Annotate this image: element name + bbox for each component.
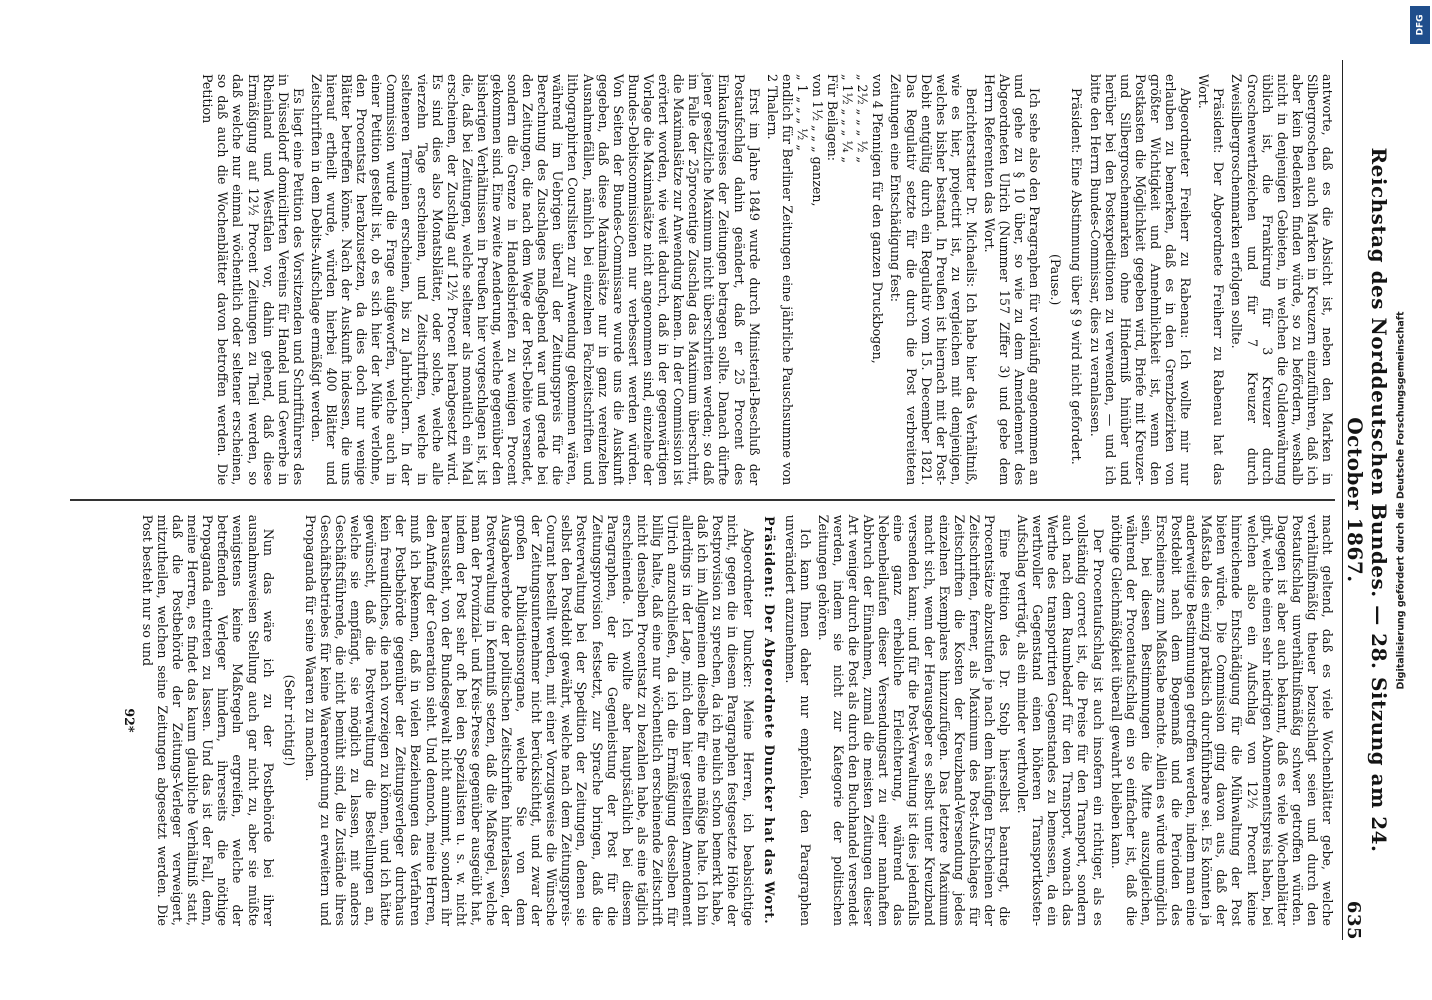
paragraph: Erst im Jahre 1849 wurde durch Ministerial-Beschluß der Postaufschlag dahin geändert, daß er 25 Procent des Einkaufspreises der Zeitungen betragen sollte. Danach dürfte jener gesetzliche Maximum nicht überschritten werden; so daß im Falle der 25procentige Zuschlag das Maximum überschritt, die Maximalsätze zur Anwendung kamen. In der Commission ist erörtert worden, wie weit dadurch, daß in der gegenwärtigen Vorlage die Maximalsätze nicht angenommen sind, einzelne der Bundes-Debitscommissionen nur verbessert werden würden. Von Seiten der Bundes-Commissare wurde uns die Auskunft gegeben, daß diese Maximalsätze nur in ganz vereinzelten Ausnahmefällen, nämlich bei einzelnen Fachzeitschriften und lithographirten Courslisten zur Anwendung gekommen wären, während im Uebrigen überall der Zeitungspreis für die Berechnung des Zuschlages maßgebend war und gerade bei den Zeitungen, die nach dem Wege der Post-Debite versendet, sondern die Grenze in Handelsbriefen zu wenigen Procent gekommen sind. Eine zweite Aenderung, welche gegenüber den bisherigen Verhältnissen in Preußen hier vorgeschlagen ist, ist die, daß bei Zeitungen, welche seltener als monatlich ein Mal erscheinen, der Zuschlag auf 12½ Procent herabgesetzt wird. Es sind dies also Monatsblätter, oder solche, welche alle vierzehn Tage erscheinen, und Zeitschriften, welche in selteneren Terminen erscheinen, bis zu Jahrbüchern. In der Commission wurde die Frage aufgeworfen, welche auch in einer Petition gestellt ist, ob es sich hier der Mühe verlohne, den Procentsatz herabzusetzen, da dies doch nur wenige Blätter betreffen könne. Nach der Auskunft indessen, die uns hierauf ertheilt wurde, würden hierbei 400 Blätter und Zeitschriften in dem Debits-Aufschlage ermäßigt werden.: [308, 74, 762, 486]
digitization-note: [1381, 20, 1421, 980]
page-header: [1342, 60, 1391, 940]
signature-mark: 92*: [121, 708, 137, 733]
dfg-logo-icon: [1410, 6, 1430, 44]
dfg-badge-text: DFG: [1415, 14, 1426, 36]
paragraph: endlich für Berliner Zeitungen eine jährliche Pauschsumme von 2 Thalern.: [764, 74, 795, 486]
paragraph: antworte, daß es die Absicht ist, neben den Marken in Silbergroschen auch Marken in Kreuzern einzuführen, daß ich aber kein Bedenken finden würde, so zu befördern, weshalb nicht in denjenigen Gebieten, in welchen die Guldenwährung üblich ist, die Frankirung für 3 Kreuzer durch Groschenwerthzeichen und für 7 Kreuzer durch Zweisilbergroschenmarken erfolgen sollte.: [1229, 74, 1335, 486]
paragraph: Der Procentaufschlag ist auch insofern ein richtiger, als es vollständig correct ist, die Preise für den Transport, sondern auch nach dem Raumbedarf für den Transport, wonach das Werthe des transportirten Gegenstandes zu bemessen, da ein werthvoller Gegenstand einen höheren Transportkosten-Aufschlag verträgt, als ein minder werthvoller.: [1015, 514, 1106, 926]
text-columns: [70, 60, 1335, 940]
paragraph: Eine Petition des Dr. Stolp hierselbst beantragt, die Procentsätze abzustufen je nach dem häufigen Erscheinen der Zeitschriften, ferner, als Maximum des Post-Aufschlages für Zeitschriften die Kosten der Kreuzband-Versendung jedes einzelnen Exemplares hinzuzufügen. Das letztere Maximum macht sich, wenn der Herausgeber es selbst unter Kreuzband versenden kann; und für die Post-Verwaltung ist dies jedenfalls eine ganz erhebliche Erleichterung, während das Nebenbeilaufen dieser Versendungsart zu einer namhaften Abbruch der Einnahmen, zumal die meisten Zeitungen dieser Art weniger durch die Post als durch den Buchhandel versendet werden, indem sie nicht zur Kategorie der politischen Zeitungen gehören.: [815, 514, 1013, 926]
paragraph: Präsident: Der Abgeordnete Freiherr zu Rabenau hat das Wort.: [1196, 74, 1227, 486]
paragraph: Es liegt eine Petition des Vorsitzenden und Schriftführers des in Düsseldorf domicilirten Vereins für Handel und Gewerbe in Rheinland und Westfalen vor, dahin gehend, daß diese Ermäßigung auf 12½ Procent Zeitungen zu Theil werden, so daß welche nur einmal wöchentlich oder seltener erscheinen, so daß auch die Wochenblätter davon betroffen werden. Die Petition: [200, 74, 306, 486]
table-line: Für Beilagen:: [825, 74, 841, 162]
paragraph: Abgeordneter Duncker: Meine Herren, ich beabsichtige nicht, gegen die in diesem Paragraphen festgesetzte Höhe der Postprovision zu sprechen, da ich neulich schon bemerkt habe, daß ich im Allgemeinen dieselbe für eine mäßige halte. Ich bin allerdings in der Lage, mich dem hier gestellten Amendement Ulrich anzuschließen, da ich die Ermäßigung desselben für billig halte, daß eine nur wöchentlich erscheinende Zeitschrift nicht denselben Procentsatz zu bezahlen habe, als eine täglich erscheinende. Ich wollte aber hauptsächlich bei diesem Paragraphen, der die Gegenleistung der Post für die Zeitungsprovision festsetzt, zur Sprache bringen, daß die Postverwaltung bei der Spedition der Zeitungen, denen sie selbst den Postdebit gewährt, welche nach dem Zeitungspreis-Courant bestellt werden, mit einer Vorzugsweise die Wünsche der Zeitungsunternehmer nicht berücksichtigt, und zwar der großen Publicationsorgane, welche Sie von dem Ausgabeverbote der politischen Zeitschriften hinterlassen, der Postverwaltung in Kenntniß setzen, daß die Maßregel, welche man der Provinzial- und Kreis-Presse gegenüber ausgeübt hat, indem der Post sehr oft bei den Spezialisten u. s. w. nicht heraussteht, von der Bundesgewalt nicht annimmt, sondern ihr den Anfang der Generation sieht. Und dennoch, meine Herren, muß ich bekennen, daß in vielen Beziehungen das Verfahren der Postbehörde gegenüber der Zeitungsverleger durchaus kein freundliches, die nach vorzeigen zu können, und ich hätte gewünscht, daß die Postverwaltung die Bestellungen an, welche sie empfängt, sie möglich zu lassen, mit anders Geschäftsführende, die nicht bemüht sind, die Zustände ihres Geschäftsbetriebes für keine Waarenordnung zu erweitern und Propaganda für seine Waaren zu machen.: [302, 514, 756, 926]
left-column: [70, 60, 1335, 499]
table-line: „ 2½ „ „ „ ½ „: [855, 74, 871, 164]
table-line: „ 1½ „ „ „ ¼ „: [840, 74, 856, 164]
speaker-heading: Präsident: Der Abgeordnete Duncker hat das Wort.: [761, 516, 777, 925]
paragraph: macht geltend, daß es viele Wochenblätter gebe, welche verhältnißmäßig theuer bezuschlagt seien und durch den Postaufschlag unverhältnißmäßig schwer getroffen würden. Dagegen ist aber auch bekannt, daß es viele Wochenblätter gibt, welche einen sehr niedrigen Abonnementspreis haben, bei welchen also ein Aufschlag von 12½ Procent keine hinreichende Entschädigung für die Mühwaltung der Post bieten würde. Die Commission ging davon aus, daß der Maßstab des einzig praktisch durchführbare sei. Es könnten ja anderweitige Bestimmungen getroffen werden, indem man eine Postdebit nach dem Bogenmaß und die Perioden des Erscheinens zum Maßstabe machte. Allein es würde unmöglich sein, bei diesen Bestimmungen die Mitte auszugleichen, während der Procentaufschlag ein so einfacher ist, daß die nöthige Gleichmäßigkeit überall gewahrt bleiben kann.: [1108, 514, 1335, 926]
interjection: (Pause.): [1048, 253, 1064, 306]
paragraph: Abgeordneter Freiherr zu Rabenau: Ich wollte mir nur erlauben zu bemerken, daß es in den Grenzbezirken von größter Wichtigkeit und Annehmlichkeit ist, wenn den Postkasten die Möglichkeit gegeben wird, Briefe mit Kreuzer- und Silbergroschenmarken ohne Hinderniß hinüber und herüber bei den Postexpeditionen zu verwenden, — und ich bitte den Herrn Bundes-Commissar, dies zu veranlassen.: [1087, 74, 1194, 486]
paragraph: Ich kann Ihnen daher nur empfehlen, den Paragraphen unverändert anzunehmen.: [782, 514, 813, 926]
table-line: von 4 Pfennigen für den ganzen Druckbogen,: [870, 74, 886, 364]
interjection: (Sehr richtig!): [281, 674, 297, 767]
paragraph: Berichterstatter Dr. Michaelis: Ich habe hier das Verhältniß, wie es hier, projectirt ist, zu vergleichen mit demjenigen, welches bisher bestand. In Preußen ist hiernach mit der Post-Debit entgültig durch ein Regulativ vom 15. December 1821. Das Regulativ setzte für die durch die Post verbreiteten Zeitungen eine Entschädigung fest:: [888, 74, 979, 486]
table-line: von 1½ „ „ „ ganzen,: [810, 74, 825, 207]
digitization-note-text: Digitalisierung gefördert durch die Deutsche Forschungsgemeinschaft: [1395, 311, 1407, 689]
page-title: Reichstag des Norddeutschen Bundes. — 28. Sitzung am 24. October 1867.: [1343, 147, 1391, 853]
paragraph: Nun das wäre ich zu der Postbehörde bei ihrer ausnahmsweisen Stellung auch gar nicht zu, aber sie müßte wenigstens keine Maßregeln ergreifen, welche der betreffenden Verleger hindern, ihrerseits die nöthige Propaganda eintreten zu lassen. Und das ist der Fall, denn, meine Herren, es findet das kaum glaubliche Verhältniß statt, daß die Postbehörde der Zeitungs-Verleger verweigert, mitzutheilen, welchen seine Zeitungen abgesetzt werden. Die Post besteht nur so und: [139, 514, 276, 926]
paragraph: Präsident: Eine Abstimmung über § 9 wird nicht gefordert.: [1069, 88, 1085, 465]
table-line: „ 1 „ „ „ ½ „: [794, 74, 810, 151]
right-column: [70, 501, 1335, 940]
paragraph: Ich sehe also den Paragraphen für vorläufig angenommen an und gehe zu § 10 über, so wie zu dem Amendement des Abgeordneten Ulrich (Nummer 157 Ziffer 3) und gebe dem Herrn Referenten das Wort.: [982, 74, 1043, 486]
page-number: 635: [1343, 900, 1364, 940]
